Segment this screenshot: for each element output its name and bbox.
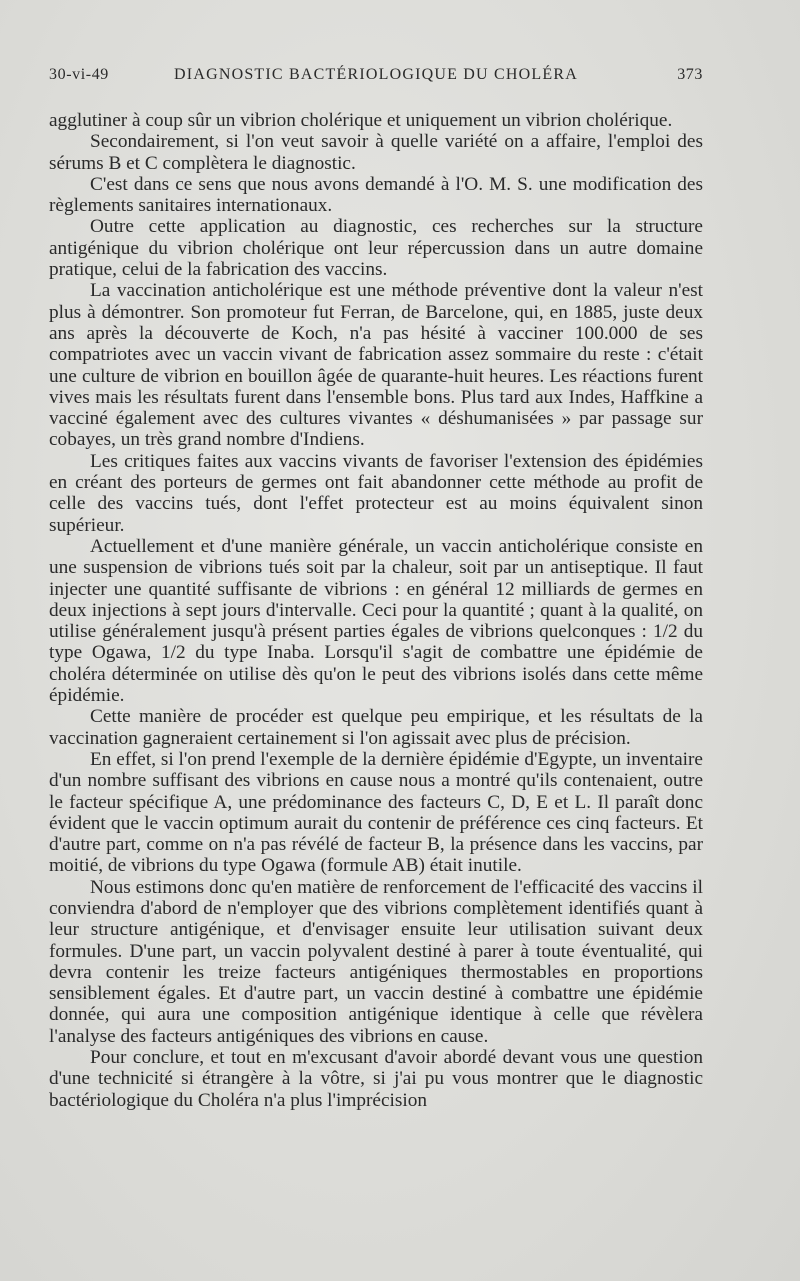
header-title: DIAGNOSTIC BACTÉRIOLOGIQUE DU CHOLÉRA: [174, 66, 578, 83]
paragraph: Pour conclure, et tout en m'excusant d'avoir abordé devant vous une question d'une technicité si étrangère à la vôtre, si j'ai pu vous montrer que le diagnostic bactériologique du Choléra n'a plus l'imprécision: [49, 1047, 703, 1111]
paragraph: La vaccination anticholérique est une méthode préventive dont la valeur n'est plus à démontrer. Son promoteur fut Ferran, de Barcelone, qui, en 1885, juste deux ans après la découverte de Koch, n'a pas hésité à vacciner 100.000 de ses compatriotes avec un vaccin vivant de fabrication assez sommaire du reste : c'était une culture de vibrion en bouillon âgée de quarante-huit heures. Les réactions furent vives mais les résultats furent dans l'ensemble bons. Plus tard aux Indes, Haffkine a vacciné également avec des cultures vivantes « déshumanisées » par passage sur cobayes, un très grand nombre d'Indiens.: [49, 280, 703, 451]
running-header: [49, 66, 703, 90]
paragraph: Cette manière de procéder est quelque peu empirique, et les résultats de la vaccination gagneraient certainement si l'on agissait avec plus de précision.: [49, 706, 703, 749]
paragraph: Actuellement et d'une manière générale, un vaccin anticholérique consiste en une suspension de vibrions tués soit par la chaleur, soit par un antiseptique. Il faut injecter une quantité suffisante de vibrions : en général 12 milliards de germes en deux injections à sept jours d'intervalle. Ceci pour la quantité ; quant à la qualité, on utilise généralement jusqu'à présent parties égales de vibrions quelconques : 1/2 du type Ogawa, 1/2 du type Inaba. Lorsqu'il s'agit de combattre une épidémie de choléra déterminée on utilise dès qu'on le peut des vibrions isolés dans cette même épidémie.: [49, 535, 703, 707]
paragraph: Outre cette application au diagnostic, ces recherches sur la structure antigénique du vibrion cholérique ont leur répercussion dans un autre domaine pratique, celui de la fabrication des vaccins.: [49, 216, 703, 281]
page-number: 373: [677, 66, 703, 83]
paragraph: En effet, si l'on prend l'exemple de la dernière épidémie d'Egypte, un inventaire d'un nombre suffisant des vibrions en cause nous a montré qu'ils contenaient, outre le facteur spécifique A, une prédominance des facteurs C, D, E et L. Il paraît donc évident que le vaccin optimum aurait du contenir de préférence ces cinq facteurs. Et d'autre part, comme on n'a pas révélé de facteur B, la présence dans les vaccins, par moitié, de vibrions du type Ogawa (formule AB) était inutile.: [49, 748, 703, 877]
paragraph-continuation: agglutiner à coup sûr un vibrion cholérique et uniquement un vibrion cholérique.: [49, 110, 673, 131]
paragraph: C'est dans ce sens que nous avons demandé à l'O. M. S. une modification des règlements sanitaires internationaux.: [49, 173, 703, 217]
paragraph: Nous estimons donc qu'en matière de renforcement de l'efficacité des vaccins il conviendra d'abord de n'employer que des vibrions complètement identifiés quant à leur structure antigénique, et d'envisager ensuite leur utilisation suivant deux formules. D'une part, un vaccin polyvalent destiné à parer à toute éventualité, qui devra contenir les treize facteurs antigéniques thermostables en proportions sensiblement égales. Et d'autre part, un vaccin destiné à combattre une épidémie donnée, qui aura une composition antigénique identique à celle que révèlera l'analyse des facteurs antigéniques des vibrions en cause.: [49, 876, 703, 1047]
paragraph: Les critiques faites aux vaccins vivants de favoriser l'extension des épidémies en créant des porteurs de germes ont fait abandonner cette méthode au profit de celle des vaccins tués, dont l'effet protecteur est au moins équivalent sinon supérieur.: [49, 450, 703, 536]
paragraph: Secondairement, si l'on veut savoir à quelle variété on a affaire, l'emploi des sérums B et C complètera le diagnostic.: [49, 131, 703, 174]
body-text: [49, 110, 703, 1111]
header-date: 30-vi-49: [49, 66, 109, 83]
